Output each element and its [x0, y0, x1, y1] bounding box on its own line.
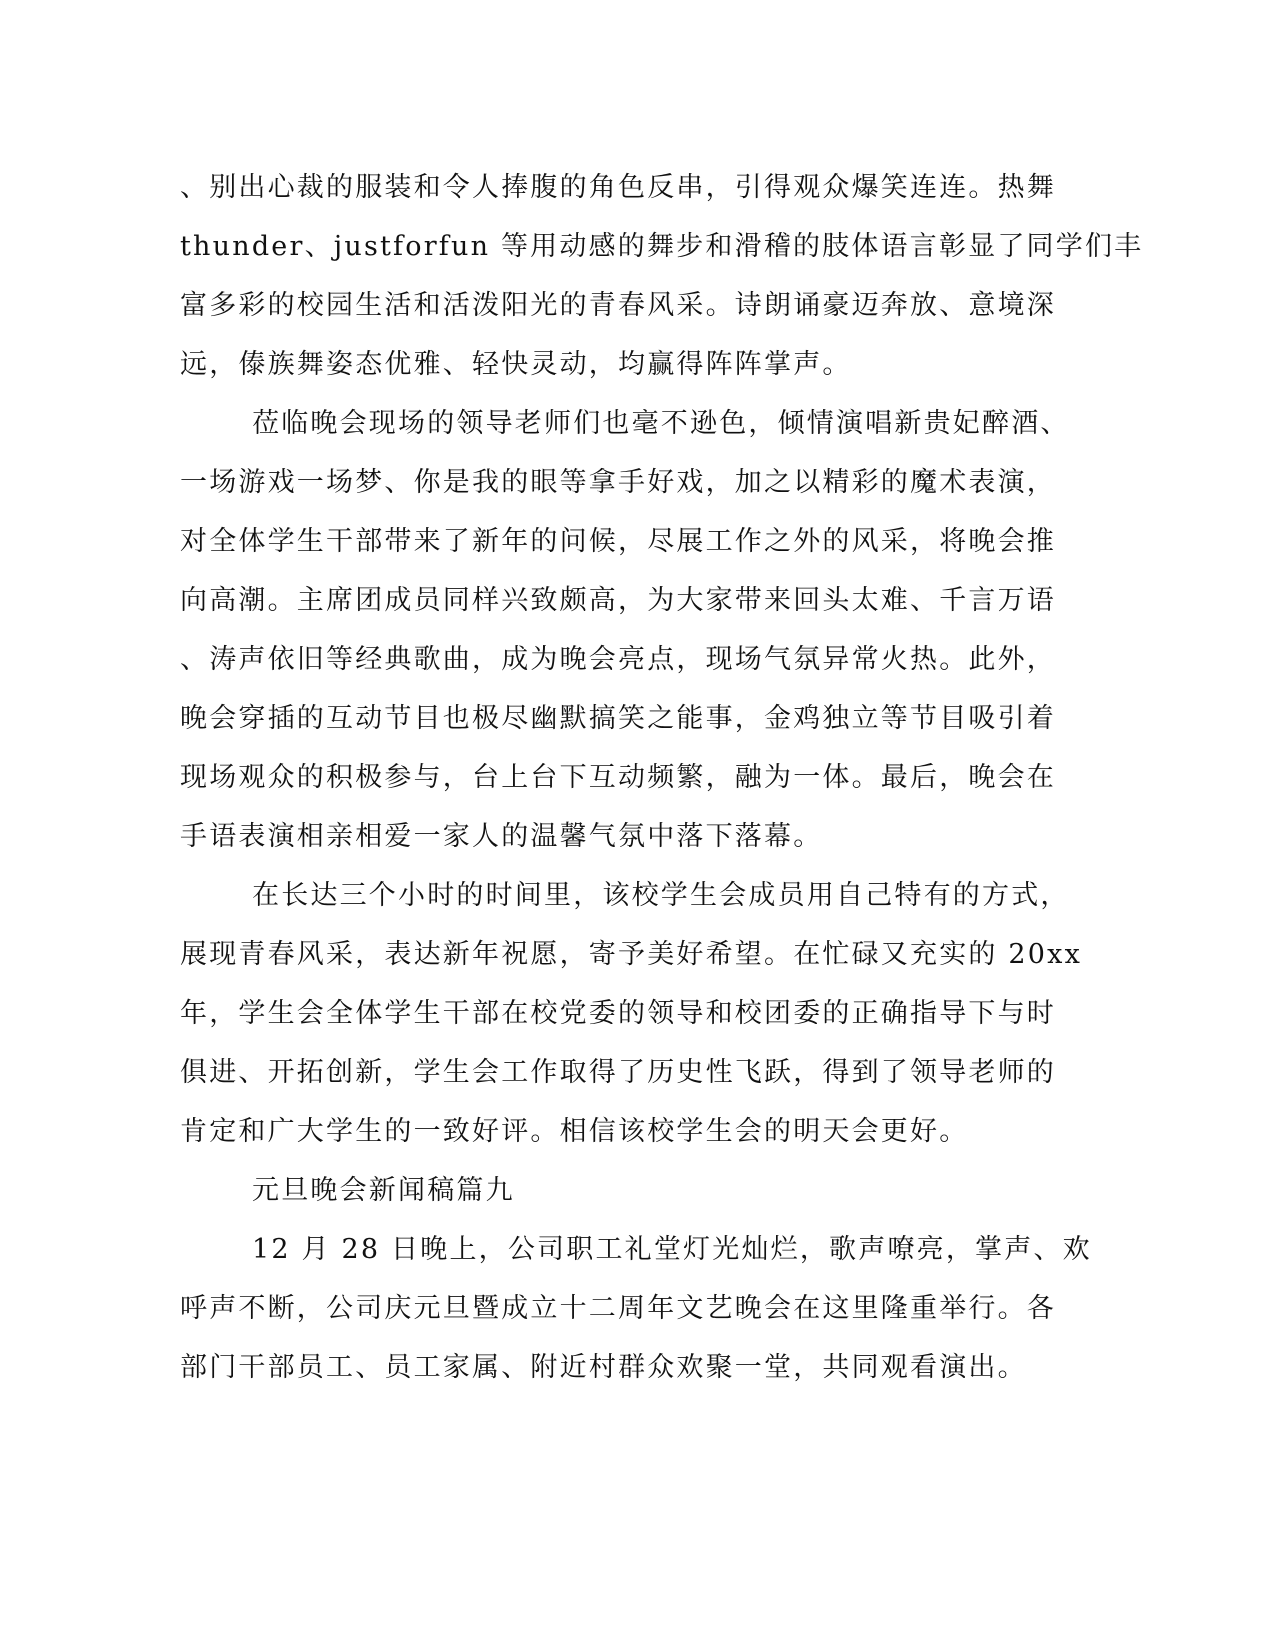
text-line: 富多彩的校园生活和活泼阳光的青春风采。诗朗诵豪迈奔放、意境深 [180, 290, 1056, 321]
text-line: 对全体学生干部带来了新年的问候，尽展工作之外的风采，将晚会推 [180, 526, 1056, 557]
text-line: 肯定和广大学生的一致好评。相信该校学生会的明天会更好。 [180, 1116, 969, 1147]
text-line: 现场观众的积极参与，台上台下互动频繁，融为一体。最后，晚会在 [180, 762, 1056, 793]
text-line: 在长达三个小时的时间里，该校学生会成员用自己特有的方式， [252, 880, 1070, 911]
text-line: 俱进、开拓创新，学生会工作取得了历史性飞跃，得到了领导老师的 [180, 1057, 1056, 1088]
document-body [180, 158, 1144, 1397]
text-line: 、涛声依旧等经典歌曲，成为晚会亮点，现场气氛异常火热。此外， [180, 644, 1056, 675]
text-line: 一场游戏一场梦、你是我的眼等拿手好戏，加之以精彩的魔术表演， [180, 467, 1056, 498]
text-line: 呼声不断，公司庆元旦暨成立十二周年文艺晚会在这里隆重举行。各 [180, 1293, 1056, 1324]
text-line: 部门干部员工、员工家属、附近村群众欢聚一堂，共同观看演出。 [180, 1352, 1027, 1383]
text-line: 12 月 28 日晚上，公司职工礼堂灯光灿烂，歌声嘹亮，掌声、欢 [252, 1234, 1092, 1265]
text-line: 元旦晚会新闻稿篇九 [252, 1175, 515, 1206]
text-line: 、别出心裁的服装和令人捧腹的角色反串，引得观众爆笑连连。热舞 [180, 172, 1056, 203]
text-line: 年，学生会全体学生干部在校党委的领导和校团委的正确指导下与时 [180, 998, 1056, 1029]
text-line: 展现青春风采，表达新年祝愿，寄予美好希望。在忙碌又充实的 20xx [180, 939, 1082, 970]
text-line: 晚会穿插的互动节目也极尽幽默搞笑之能事，金鸡独立等节目吸引着 [180, 703, 1056, 734]
text-line: 莅临晚会现场的领导老师们也毫不逊色，倾情演唱新贵妃醉酒、 [252, 408, 1070, 439]
text-line: 向高潮。主席团成员同样兴致颇高，为大家带来回头太难、千言万语 [180, 585, 1056, 616]
text-line: thunder、justforfun 等用动感的舞步和滑稽的肢体语言彰显了同学们丰 [180, 231, 1144, 262]
text-line: 手语表演相亲相爱一家人的温馨气氛中落下落幕。 [180, 821, 823, 852]
text-line: 远，傣族舞姿态优雅、轻快灵动，均赢得阵阵掌声。 [180, 349, 852, 380]
